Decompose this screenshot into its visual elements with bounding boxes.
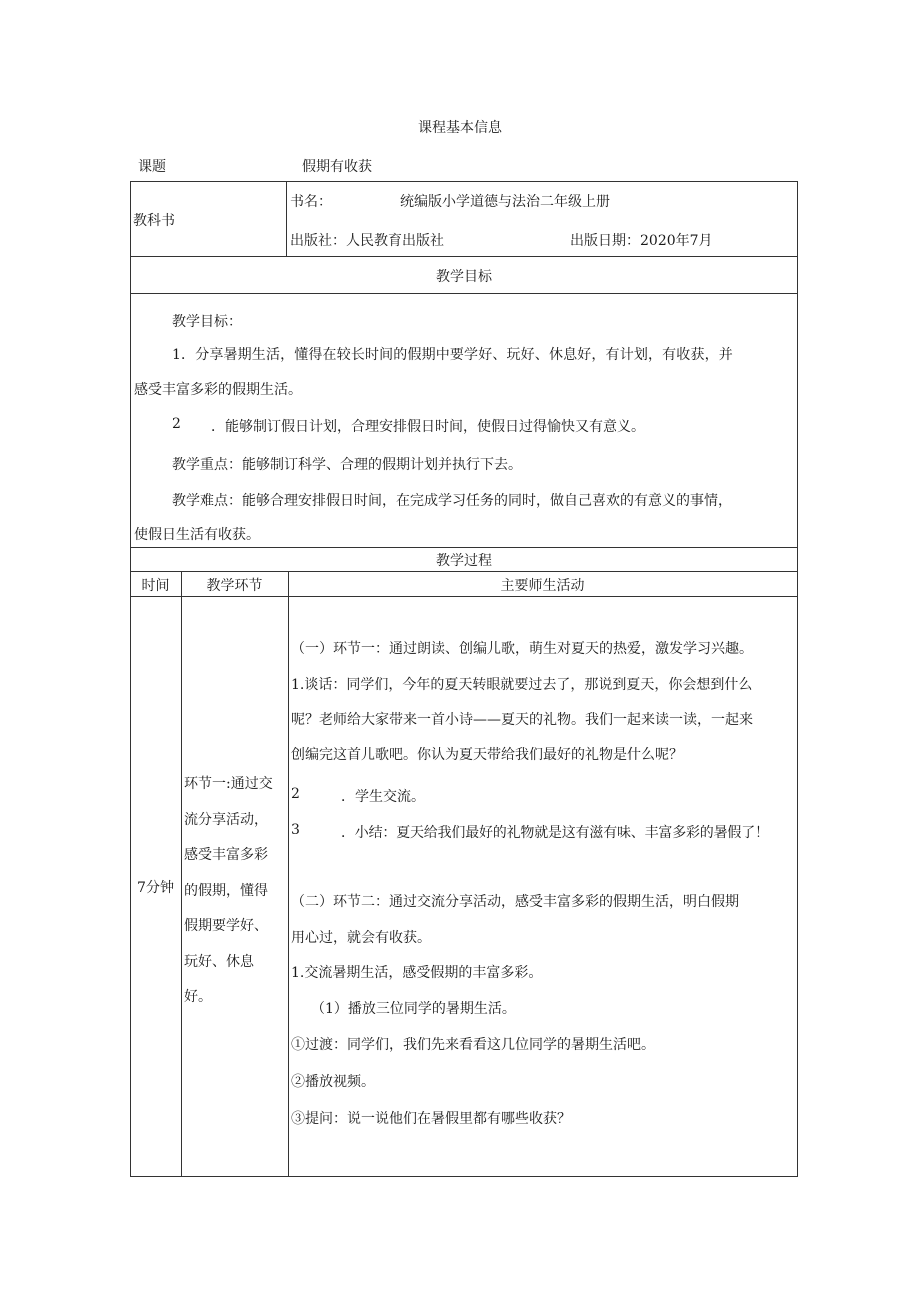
stage-line: 的假期，懂得: [184, 883, 268, 899]
section-2-step-2: ②播放视频。: [291, 1074, 375, 1090]
textbook-name-label: 书名：: [290, 194, 332, 210]
stage-line: 流分享活动，: [184, 812, 268, 828]
stage-line: 玩好、休息: [184, 954, 254, 970]
section-2-step-1: ①过渡：同学们，我们先来看看这几位同学的暑期生活吧。: [291, 1037, 655, 1053]
section-2-item-1: 1.交流暑期生活，感受假期的丰富多彩。: [291, 965, 543, 981]
textbook-publish-date: 出版日期：2020年7月: [570, 233, 713, 249]
process-header: 教学过程: [436, 553, 492, 569]
table-border-right: [797, 181, 798, 1177]
table-border-bottom: [130, 1176, 798, 1177]
objective-2-text: ．能够制订假日计划，合理安排假日时间，使假日过得愉快又有意义。: [211, 419, 645, 435]
section-1-title: （一）环节一：通过朗读、创编儿歌，萌生对夏天的热爱，激发学习兴趣。: [291, 641, 753, 657]
table-rule: [130, 547, 798, 548]
course-label: 课题: [138, 159, 166, 175]
table-rule: [130, 571, 798, 572]
section-1-talk-line: 1.谈话：同学们，今年的夏天转眼就要过去了，那说到夏天，你会想到什么: [291, 677, 753, 693]
objectives-intro: 教学目标：: [172, 314, 242, 330]
stage-line: 好。: [184, 989, 212, 1005]
column-header-stage: 教学环节: [206, 578, 263, 594]
table-rule: [130, 293, 798, 294]
textbook-label: 教科书: [133, 213, 175, 229]
section-1-item-3-text: ．小结：夏天给我们最好的礼物就是这有滋有味、丰富多彩的暑假了！: [341, 825, 769, 841]
table-border-top: [130, 181, 798, 182]
table-border-left: [130, 181, 131, 1177]
table-rule: [130, 256, 798, 257]
objective-1-line-2: 感受丰富多彩的假期生活。: [134, 382, 302, 398]
objective-2-number: 2: [172, 416, 181, 432]
objectives-header: 教学目标: [436, 269, 492, 285]
section-1-talk-line: 创编完这首儿歌吧。你认为夏天带给我们最好的礼物是什么呢？: [291, 747, 683, 763]
textbook-name-value: 统编版小学道德与法治二年级上册: [400, 194, 610, 210]
page-title: 课程基本信息: [418, 120, 502, 136]
table-rule: [130, 596, 798, 597]
section-1-item-3-number: 3: [291, 822, 300, 838]
difficulty-line-2: 使假日生活有收获。: [134, 527, 260, 543]
section-2-step-3: ③提问：说一说他们在暑假里都有哪些收获？: [291, 1111, 571, 1127]
course-value: 假期有收获: [302, 159, 372, 175]
difficulty-line-1: 教学难点：能够合理安排假日时间，在完成学习任务的同时，做自己喜欢的有意义的事情，: [172, 493, 732, 509]
table-rule: [181, 571, 182, 1176]
key-point: 教学重点：能够制订科学、合理的假期计划并执行下去。: [172, 457, 522, 473]
section-2-title-line: 用心过，就会有收获。: [291, 930, 431, 946]
section-1-item-2-number: 2: [291, 786, 300, 802]
section-1-talk-line: 呢？老师给大家带来一首小诗——夏天的礼物。我们一起来读一读，一起来: [291, 712, 753, 728]
objective-1-line-1: 1．分享暑期生活，懂得在较长时间的假期中要学好、玩好、休息好，有计划，有收获，并: [172, 347, 733, 363]
table-rule: [286, 181, 287, 256]
column-header-time: 时间: [141, 578, 170, 594]
stage-line: 感受丰富多彩: [184, 847, 268, 863]
stage-line: 假期要学好、: [184, 918, 268, 934]
time-value: 7分钟: [137, 880, 174, 896]
section-2-sub-1: （1）播放三位同学的暑期生活。: [311, 1001, 516, 1017]
textbook-publisher: 出版社：人民教育出版社: [290, 233, 444, 249]
table-rule: [288, 571, 289, 1176]
section-1-item-2-text: ．学生交流。: [341, 789, 425, 805]
column-header-activities: 主要师生活动: [500, 578, 585, 594]
stage-line: 环节一:通过交: [184, 776, 273, 792]
section-2-title-line: （二）环节二：通过交流分享活动，感受丰富多彩的假期生活，明白假期: [291, 894, 739, 910]
